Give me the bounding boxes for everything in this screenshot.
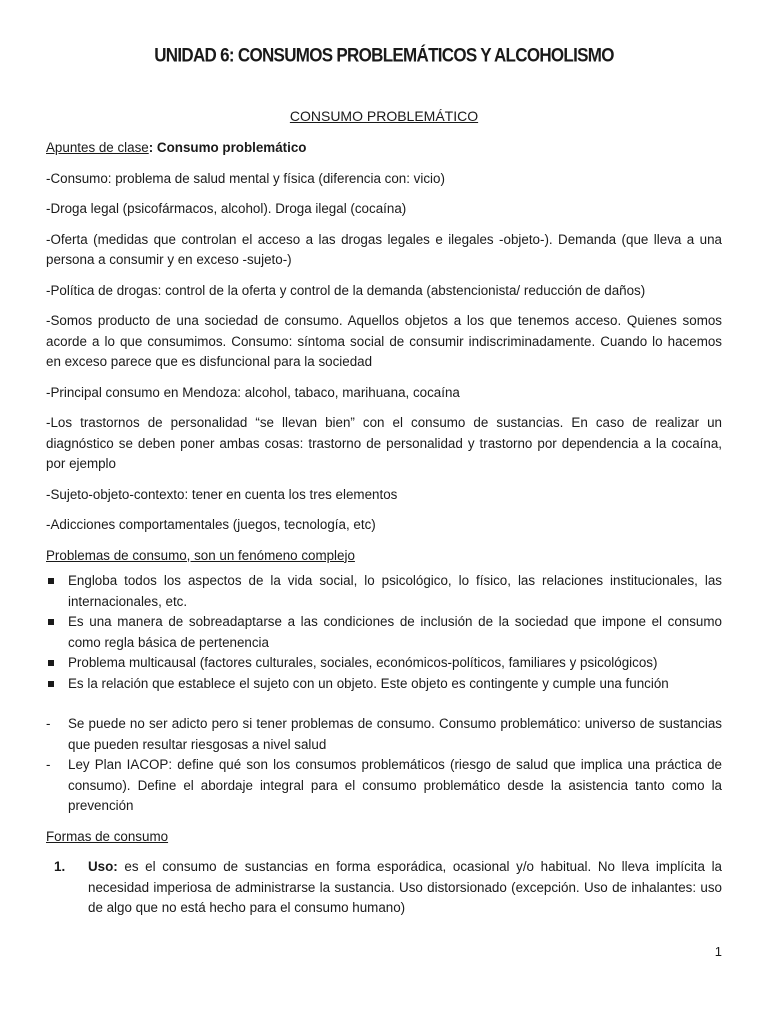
notes-colon: : [148,140,154,155]
list-item [46,653,722,674]
dash-marker: - [46,716,51,731]
square-bullet-icon [48,660,54,666]
forms-heading-text: Formas de consumo [46,828,169,844]
paragraph: -Adicciones comportamentales (juegos, tecnología, etc) [46,517,376,532]
problems-list [46,571,722,694]
paragraph: -Política de drogas: control de la oferta y control de la demanda (abstencionista/ reducción de daños) [46,282,646,298]
list-item-text: Es la relación que establece el sujeto con un objeto. Este objeto es contingente y cumple una función [68,675,669,691]
list-item [46,571,722,612]
notes-heading [46,138,722,159]
definition: es el consumo de sustancias en forma esporádica, ocasional y/o habitual. No lleva implícita la necesidad imperiosa de administrarse la sustancia. Uso distorsionado (excepción. Uso de inhalantes: uso de algo que no está hecho para el consumo humano) [88,859,722,915]
square-bullet-icon [48,681,54,687]
problems-heading [46,546,722,567]
list-item-text: Es una manera de sobreadaptarse a las condiciones de inclusión de la sociedad que impone el consumo como regla básica de pertenencia [68,614,722,650]
paragraph: -Principal consumo en Mendoza: alcohol, tabaco, marihuana, cocaína [46,384,460,400]
term: Uso: [88,859,118,874]
notes-label: Apuntes de clase [46,140,149,155]
paragraph: -Sujeto-objeto-contexto: tener en cuenta los tres elementos [46,486,398,502]
list-item [46,674,722,695]
problems-heading-text: Problemas de consumo, son un fenómeno complejo [46,547,355,563]
paragraph: -Somos producto de una sociedad de consumo. Aquellos objetos a los que tenemos acceso. Quienes somos acorde a lo que consumimos. Consumo: síntoma social de consumir indiscriminadamente. Cuando lo hacemos en exceso parece que es disfuncional para la sociedad [46,313,722,369]
list-item-text: Problema multicausal (factores culturales, sociales, económicos-políticos, familiares y psicológicos) [68,655,658,670]
paragraph: -Oferta (medidas que controlan el acceso a las drogas legales e ilegales -objeto-). Demanda (que lleva a una persona a consumir y en exceso -sujeto-) [46,231,722,267]
square-bullet-icon [48,619,54,625]
list-number: 1. [54,859,66,874]
section-title: CONSUMO PROBLEMÁTICO [289,108,479,124]
paragraph: -Los trastornos de personalidad “se llevan bien” con el consumo de sustancias. En caso de realizar un diagnóstico se deben poner ambas cosas: trastorno de personalidad y trastorno por dependencia a la cocaína, por ejemplo [46,415,722,471]
paragraph: -Consumo: problema de salud mental y física (diferencia con: vicio) [46,170,445,186]
forms-list [46,857,722,919]
unit-title: UNIDAD 6: CONSUMOS PROBLEMÁTICOS Y ALCOHOLISMO [154,44,614,67]
dash-marker: - [46,757,51,772]
list-item-text: Engloba todos los aspectos de la vida social, lo psicológico, lo físico, las relaciones institucionales, las internacionales, etc. [68,573,722,609]
list-item [46,755,722,817]
document-body [46,138,722,919]
list-item-text: Ley Plan IACOP: define qué son los consumos problemáticos (riesgo de salud que implica una práctica de consumo). Define el abordaje integral para el consumo problemático desde la asistencia tanto como la prevención [68,757,722,813]
notes-dash-list [46,714,722,817]
paragraph: -Droga legal (psicofármacos, alcohol). Droga ilegal (cocaína) [46,201,407,216]
forms-heading [46,827,722,848]
list-item [46,714,722,755]
square-bullet-icon [48,578,54,584]
notes-topic: Consumo problemático [153,140,307,155]
list-item [46,612,722,653]
list-item [46,857,722,919]
list-item-text: Se puede no ser adicto pero si tener problemas de consumo. Consumo problemático: universo de sustancias que pueden resultar riesgosas a nivel salud [68,716,722,752]
page-number: 1 [714,944,722,959]
